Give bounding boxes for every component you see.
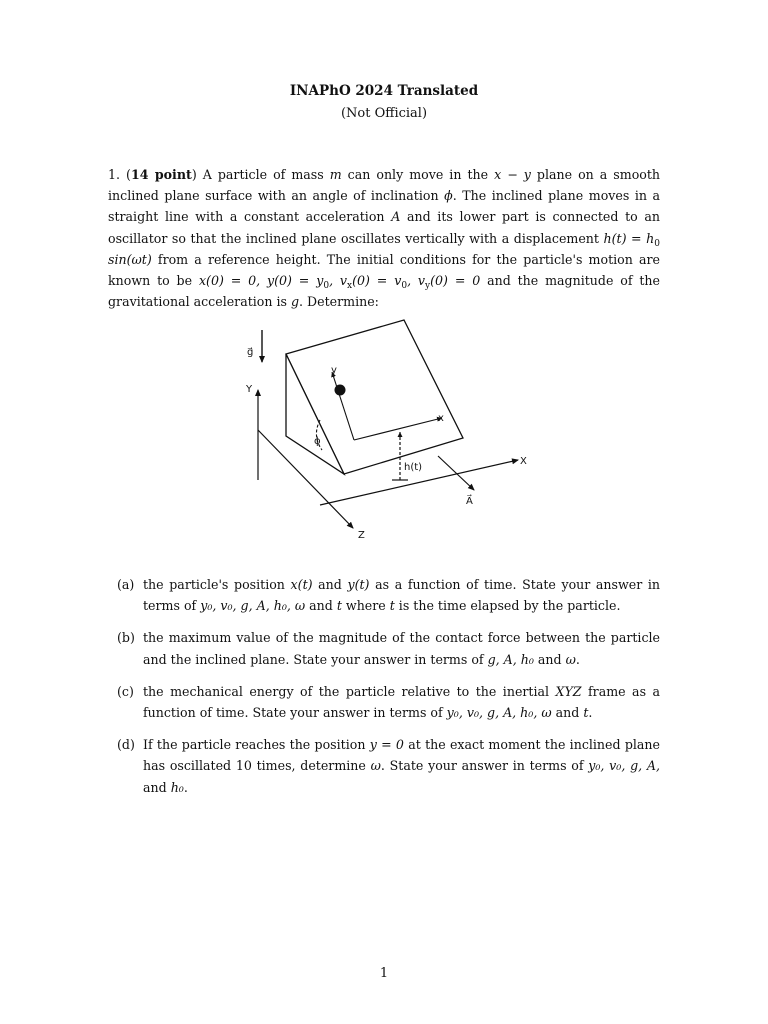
problem-statement: 1. (14 point) A particle of mass m can only move in the x − y plane on a smooth inclined plane surface with an angle of inclination ϕ. The inclined plane moves in a straight line with a constant acceleration A and its lower part is connected to an oscillator so that the inclined plane oscillates vertically with a displacement $h(t) = h_0$ sin(ωt) from a reference height. The initial conditions for the particle's motion are known to be x(0) = 0, $y(0) = y_0$, $v_x(0) = v_0$, $v_y(0) = 0$ and the magnitude of the gravitational acceleration is g. Determine: (108, 167, 661, 310)
question-part-d: (d) If the particle reaches the position y = 0 at the exact moment the inclined plane has oscillated 10 times, determine ω. State your answer in terms of y₀, v₀, g, A, and h₀. (108, 734, 660, 798)
particle (335, 385, 346, 396)
question-part-b: (b) the maximum value of the magnitude of the contact force between the particle and the inclined plane. State your answer in terms of g, A, h₀ and ω. (108, 627, 660, 669)
page-subtitle: (Not Official) (340, 106, 428, 121)
gravity-label: g⃗ (247, 347, 254, 358)
question-part-a: (a) the particle's position x(t) and y(t) as a function of time. State your answer in terms of y₀, v₀, g, A, h₀, ω and t where t is the time elapsed by the particle. (108, 574, 660, 616)
x-axis-label: X (520, 456, 527, 467)
part-label: (b) (117, 630, 135, 646)
part-label: (c) (117, 683, 134, 699)
acceleration-label: A⃗ (466, 496, 473, 507)
question-part-c: (c) the mechanical energy of the particle relative to the inertial XYZ frame as a function of time. State your answer in terms of y₀, v₀, g, A, h₀, ω and t. (108, 681, 660, 723)
angle-label: ϕ (314, 436, 321, 447)
inclined-plane-diagram (220, 310, 540, 550)
local-y-label: y (331, 365, 337, 376)
local-x-label: x (438, 413, 444, 424)
page-number: 1 (379, 966, 389, 981)
problem-points: 14 point (130, 167, 192, 182)
y-axis-label: Y (246, 384, 253, 395)
page-title: INAPhO 2024 Translated (289, 83, 479, 99)
acceleration-arrow (438, 456, 474, 490)
z-axis-label: Z (358, 530, 365, 541)
displacement-label: h(t) (404, 462, 423, 473)
part-label: (a) (117, 577, 135, 592)
part-label: (d) (117, 737, 135, 753)
sub-questions (108, 574, 660, 809)
